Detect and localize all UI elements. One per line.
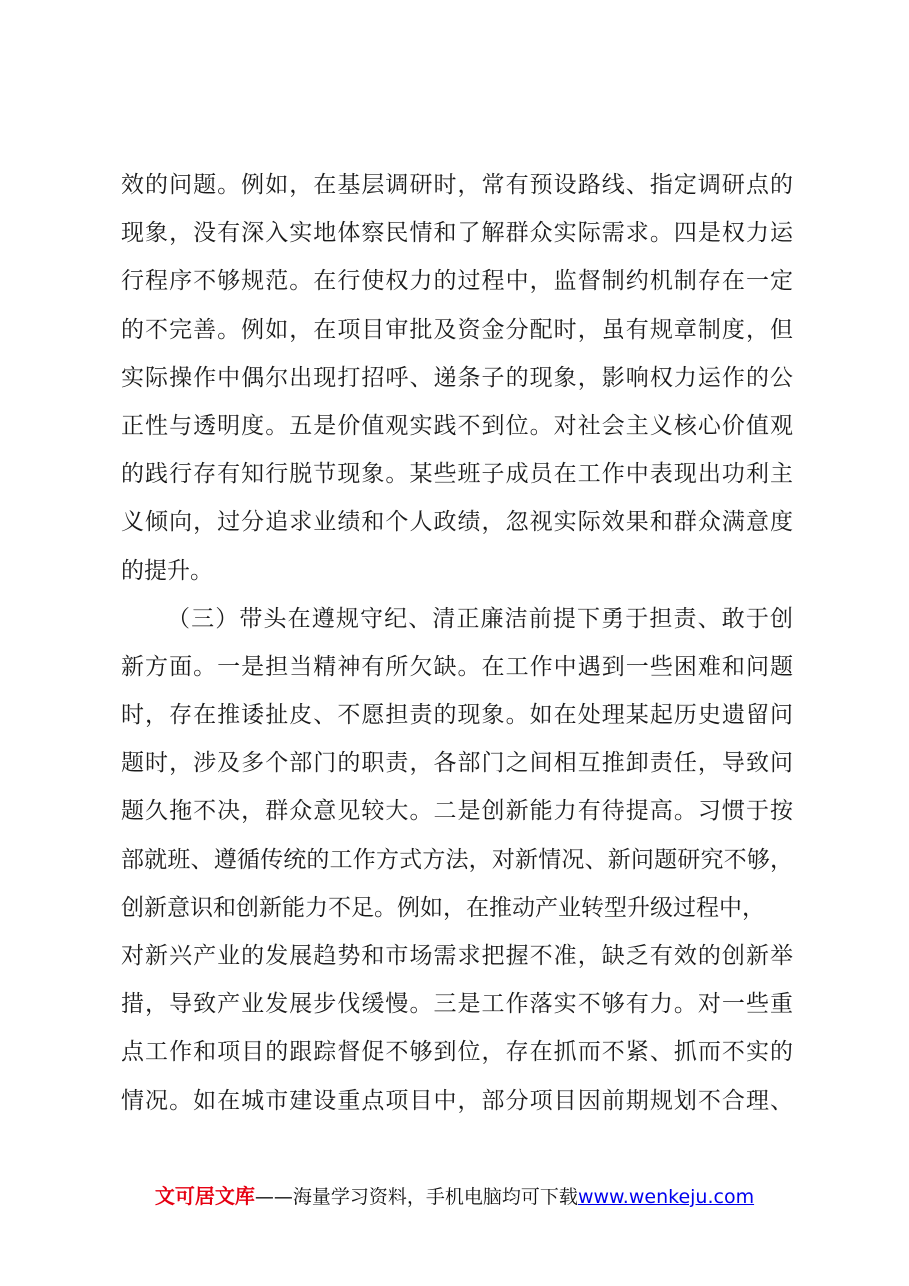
text-line: 对新兴产业的发展趋势和市场需求把握不准，缺乏有效的创新举	[121, 943, 793, 969]
footer-website-link[interactable]: www.wenkeju.com	[577, 1186, 755, 1208]
text-line: 时，存在推诿扯皮、不愿担责的现象。如在处理某起历史遗留问	[121, 702, 793, 729]
text-line: 题时，涉及多个部门的职责，各部门之间相互推卸责任，导致问	[121, 750, 793, 777]
text-line: 的不完善。例如，在项目审批及资金分配时，虽有规章制度，但	[121, 316, 793, 343]
text-line: 新方面。一是担当精神有所欠缺。在工作中遇到一些困难和问题	[121, 653, 793, 680]
document-body	[121, 161, 793, 1125]
text-line: 点工作和项目的跟踪督促不够到位，存在抓而不紧、抓而不实的	[121, 1039, 793, 1066]
footer-tagline: ——海量学习资料，手机电脑均可下载	[254, 1186, 578, 1208]
section-heading-line: （三）带头在遵规守纪、清正廉洁前提下勇于担责、敢于创	[167, 605, 793, 632]
text-line: 正性与透明度。五是价值观实践不到位。对社会主义核心价值观	[121, 412, 793, 439]
text-line: 的提升。	[121, 557, 213, 584]
text-line: 题久拖不决，群众意见较大。二是创新能力有待提高。习惯于按	[121, 798, 793, 825]
text-line: 现象，没有深入实地体察民情和了解群众实际需求。四是权力运	[121, 220, 793, 247]
text-line: 实际操作中偶尔出现打招呼、递条子的现象，影响权力运作的公	[121, 364, 793, 391]
text-line: 创新意识和创新能力不足。例如，在推动产业转型升级过程中，	[121, 894, 765, 921]
text-line: 部就班、遵循传统的工作方式方法，对新情况、新问题研究不够，	[121, 846, 793, 873]
text-line: 的践行存有知行脱节现象。某些班子成员在工作中表现出功利主	[121, 461, 793, 488]
footer-brand: 文可居文库	[154, 1184, 255, 1208]
text-line: 措，导致产业发展步伐缓慢。三是工作落实不够有力。对一些重	[121, 991, 793, 1018]
text-line: 情况。如在城市建设重点项目中，部分项目因前期规划不合理、	[121, 1087, 793, 1114]
text-line: 行程序不够规范。在行使权力的过程中，监督制约机制存在一定	[121, 268, 793, 295]
text-line: 效的问题。例如，在基层调研时，常有预设路线、指定调研点的	[121, 172, 793, 198]
text-line: 义倾向，过分追求业绩和个人政绩，忽视实际效果和群众满意度	[121, 509, 793, 536]
page-footer	[0, 1181, 909, 1212]
